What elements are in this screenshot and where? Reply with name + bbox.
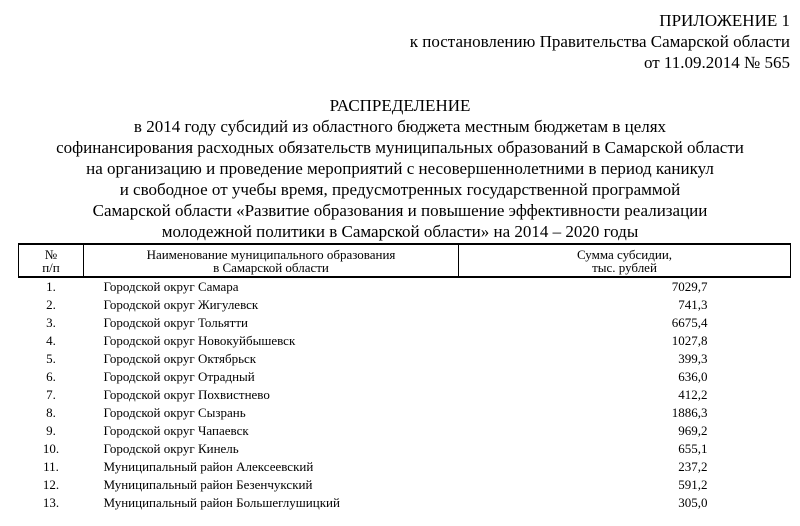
appendix-block	[410, 10, 790, 73]
table-row	[19, 458, 791, 476]
row-municipality: Городской округ Сызрань	[103, 405, 246, 420]
table-row	[19, 277, 791, 296]
row-municipality: Городской округ Кинель	[103, 441, 239, 456]
row-number: 6.	[46, 369, 56, 384]
row-municipality: Муниципальный район Алексеевский	[103, 459, 314, 474]
row-municipality: Городской округ Самара	[103, 279, 239, 294]
table-row	[19, 494, 791, 512]
row-municipality: Городской округ Жигулевск	[103, 297, 259, 312]
row-subsidy: 1886,3	[671, 405, 708, 420]
subsidy-table	[18, 243, 791, 512]
table-row	[19, 332, 791, 350]
table-row	[19, 296, 791, 314]
header-municipality-line: в Самарской области	[213, 260, 329, 275]
row-number: 13.	[42, 495, 60, 510]
title-line: софинансирования расходных обязательств муниципальных образований в Самарской области	[56, 138, 744, 157]
title-line: и свободное от учебы время, предусмотренных государственной программой	[119, 180, 681, 199]
header-number-line: №	[44, 247, 58, 262]
appendix-reference: к постановлению Правительства Самарской области	[409, 32, 790, 51]
header-number-line: п/п	[42, 260, 60, 275]
row-number: 11.	[43, 459, 59, 474]
row-subsidy: 305,0	[678, 495, 708, 510]
row-municipality: Городской округ Похвистнево	[103, 387, 270, 402]
row-municipality: Муниципальный район Безенчукский	[103, 477, 313, 492]
header-municipality-line: Наименование муниципального образования	[146, 247, 396, 262]
row-number: 4.	[46, 333, 56, 348]
row-number: 9.	[46, 423, 56, 438]
table-row	[19, 350, 791, 368]
table-row	[19, 404, 791, 422]
row-number: 5.	[46, 351, 56, 366]
document-title	[0, 95, 800, 242]
header-subsidy-line: тыс. рублей	[592, 260, 657, 275]
row-municipality: Городской округ Отрадный	[103, 369, 255, 384]
appendix-title: ПРИЛОЖЕНИЕ 1	[659, 11, 790, 30]
row-number: 3.	[46, 315, 56, 330]
row-municipality: Городской округ Чапаевск	[103, 423, 249, 438]
row-municipality: Городской округ Тольятти	[103, 315, 248, 330]
row-municipality: Городской округ Новокуйбышевск	[103, 333, 296, 348]
row-number: 8.	[46, 405, 56, 420]
row-number: 12.	[42, 477, 60, 492]
row-subsidy: 6675,4	[671, 315, 708, 330]
table-row	[19, 314, 791, 332]
row-subsidy: 741,3	[678, 297, 708, 312]
row-subsidy: 655,1	[678, 441, 708, 456]
row-municipality: Городской округ Октябрьск	[103, 351, 257, 366]
row-subsidy: 399,3	[678, 351, 708, 366]
table-row	[19, 368, 791, 386]
title-line: молодежной политики в Самарской области» на 2014 – 2020 годы	[161, 222, 639, 241]
table-header-row	[19, 244, 791, 277]
title-line: на организацию и проведение мероприятий с несовершеннолетними в период каникул	[86, 159, 714, 178]
table-row	[19, 440, 791, 458]
table-row	[19, 476, 791, 494]
row-number: 7.	[46, 387, 56, 402]
title-heading: РАСПРЕДЕЛЕНИЕ	[329, 96, 471, 115]
row-subsidy: 1027,8	[671, 333, 708, 348]
row-subsidy: 7029,7	[671, 279, 708, 294]
header-subsidy-line: Сумма субсидии,	[576, 247, 673, 262]
header-municipality	[83, 244, 458, 277]
header-subsidy-amount	[458, 244, 790, 277]
table-row	[19, 422, 791, 440]
table-row	[19, 386, 791, 404]
title-line: Самарской области «Развитие образования и повышение эффективности реализации	[92, 201, 708, 220]
row-number: 10.	[42, 441, 60, 456]
row-number: 1.	[46, 279, 56, 294]
row-municipality: Муниципальный район Большеглушицкий	[103, 495, 340, 510]
header-number	[19, 244, 84, 277]
row-subsidy: 237,2	[678, 459, 708, 474]
row-subsidy: 412,2	[678, 387, 708, 402]
row-subsidy: 969,2	[678, 423, 708, 438]
appendix-date: от 11.09.2014 № 565	[643, 53, 790, 72]
row-number: 2.	[46, 297, 56, 312]
title-line: в 2014 году субсидий из областного бюджета местным бюджетам в целях	[133, 117, 667, 136]
row-subsidy: 636,0	[678, 369, 708, 384]
row-subsidy: 591,2	[678, 477, 708, 492]
